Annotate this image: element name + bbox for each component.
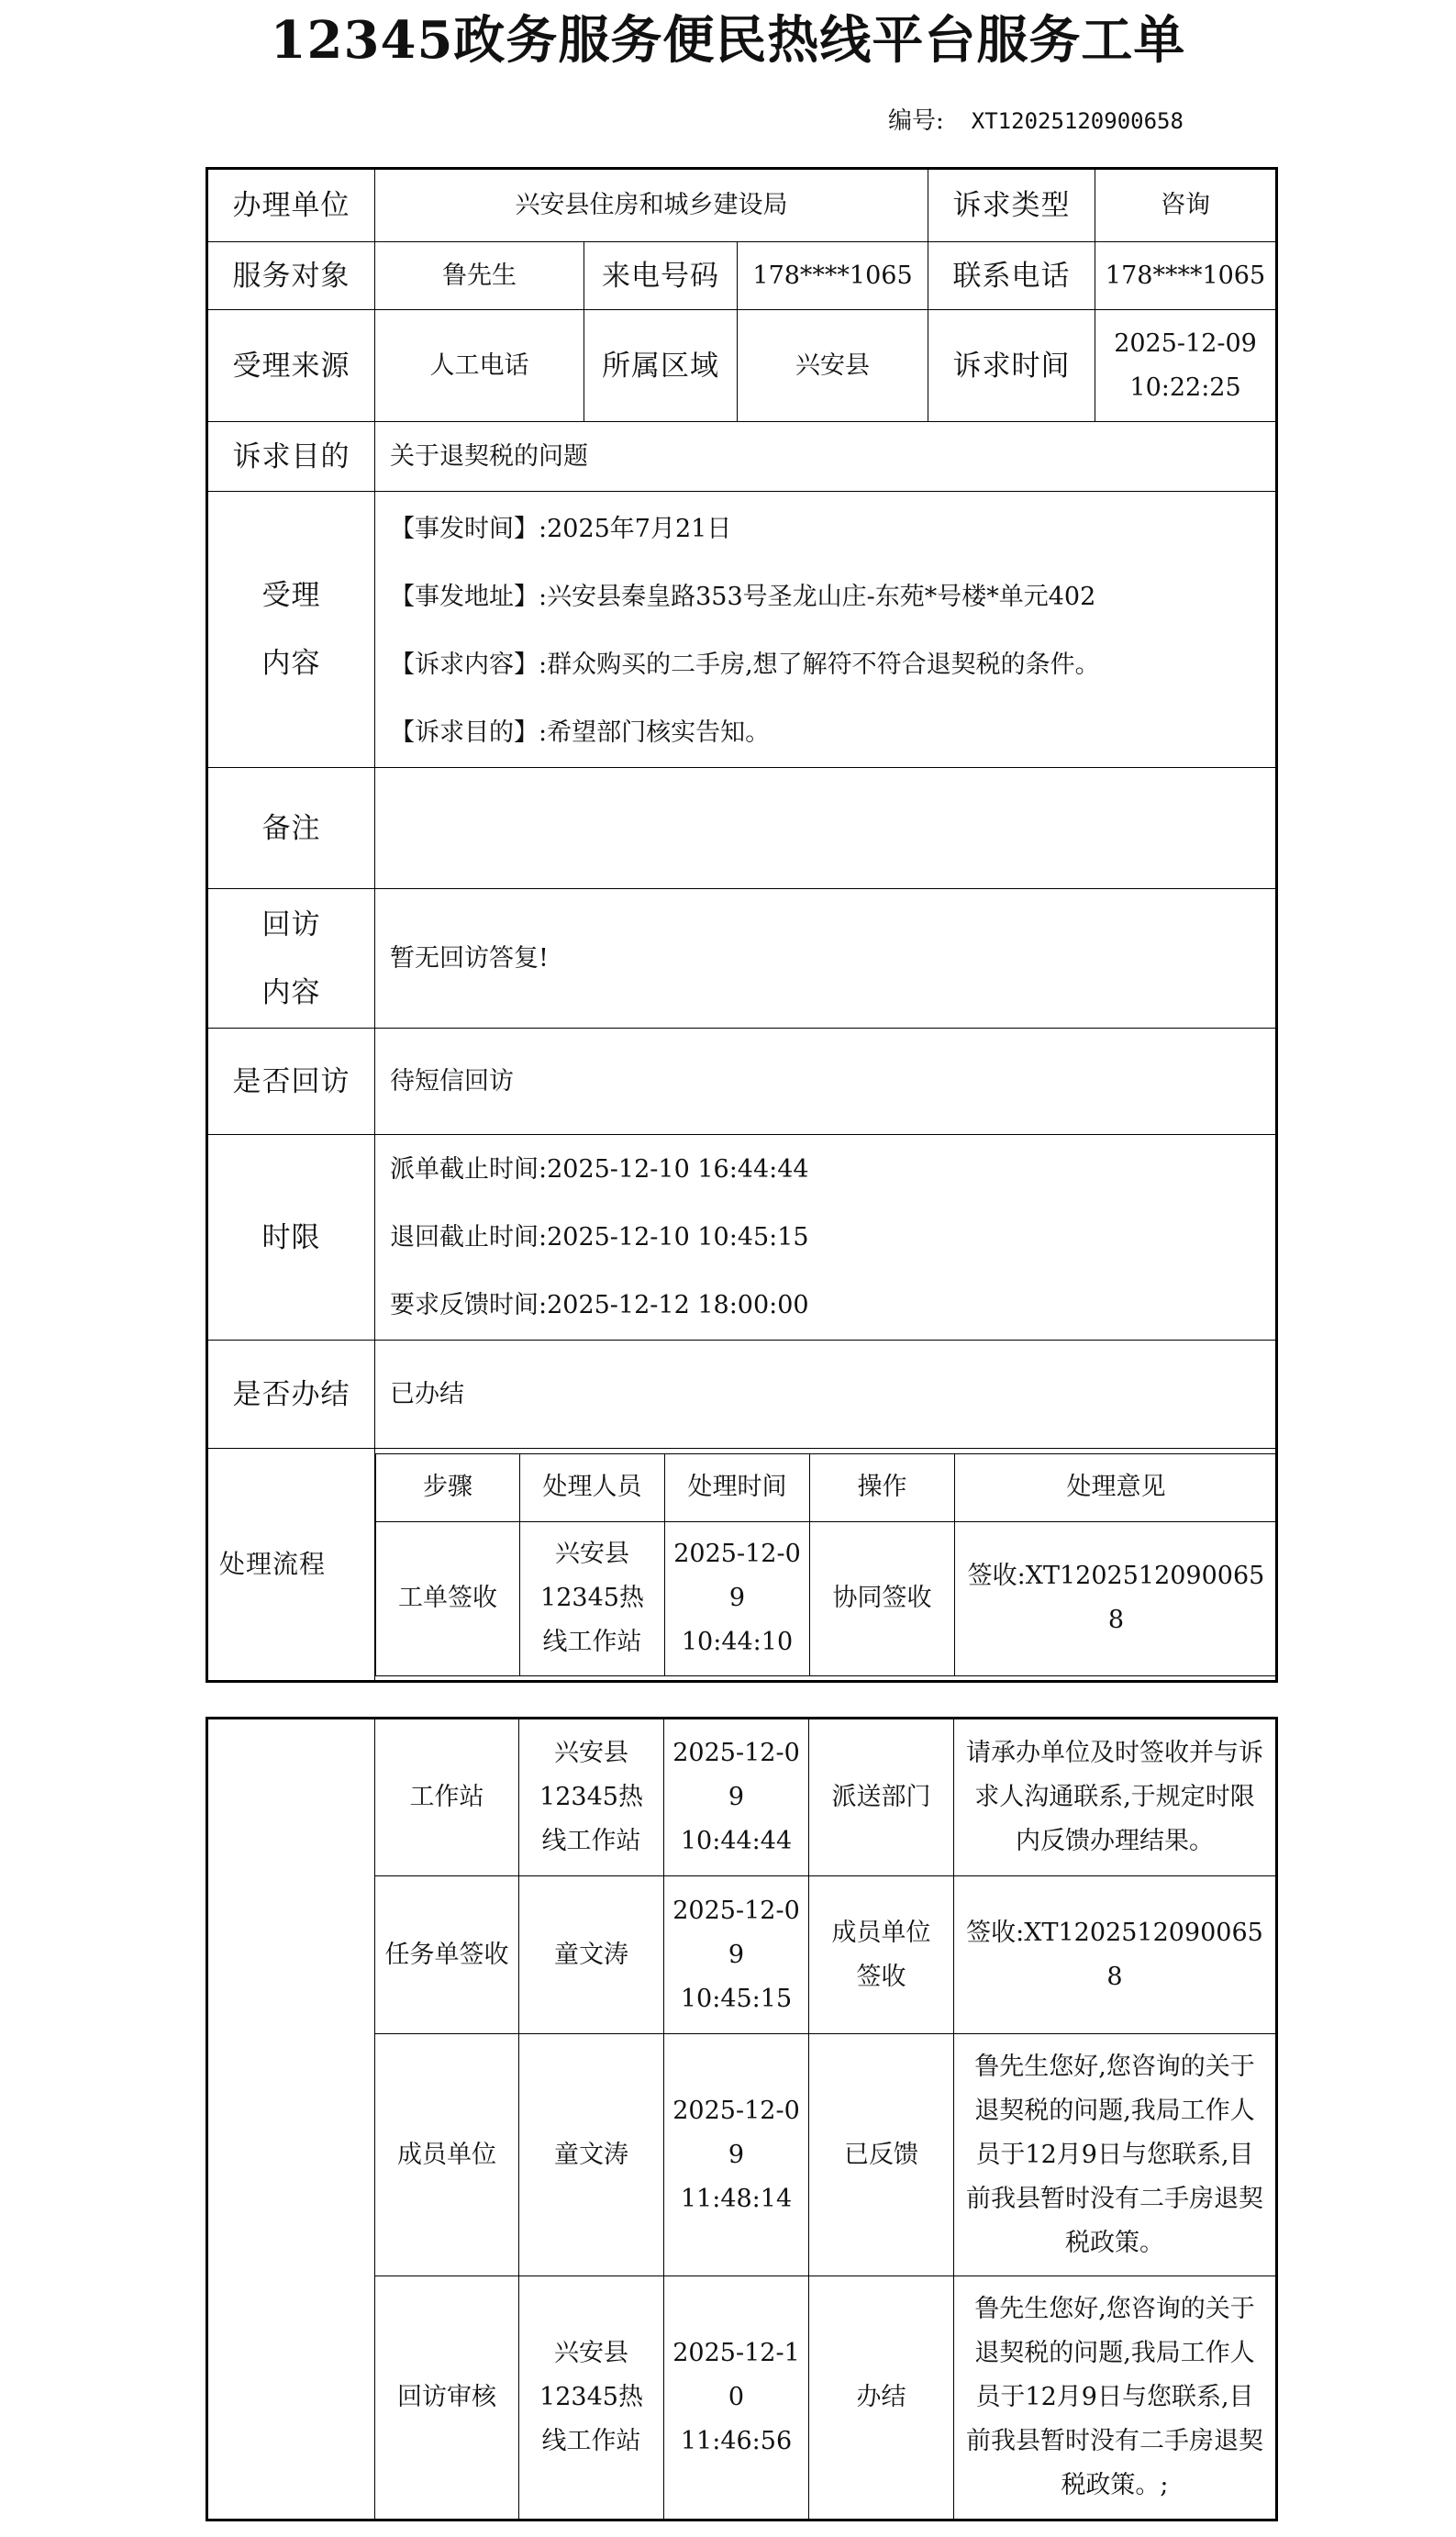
time-line: 9 — [728, 1584, 746, 1612]
content-line-request-purpose: 【诉求目的】:希望部门核实告知。 — [390, 718, 771, 747]
handler-line: 线工作站 — [542, 1628, 642, 1656]
deadline-return: 退回截止时间:2025-12-10 10:45:15 — [390, 1222, 809, 1252]
handling-unit-value: 兴安县住房和城乡建设局 — [375, 169, 928, 242]
content-line-incident-address: 【事发地址】:兴安县秦皇路353号圣龙山庄-东苑*号楼*单元402 — [390, 583, 1096, 611]
row-process — [207, 1449, 1277, 1682]
handler-cell — [519, 2276, 664, 2520]
opinion-line: 鲁先生您好,您咨询的关于 — [974, 2052, 1255, 2081]
handling-unit-label: 办理单位 — [207, 169, 375, 242]
row-source — [207, 310, 1277, 422]
opinion-cell — [954, 1719, 1277, 1876]
header-step: 步骤 — [376, 1453, 520, 1521]
handler-line: 12345热 — [539, 1783, 643, 1811]
row-purpose — [207, 422, 1277, 492]
content-value — [375, 492, 1277, 768]
deadline-feedback: 要求反馈时间:2025-12-12 18:00:00 — [390, 1290, 809, 1319]
opinion-line: 税政策。; — [1061, 2471, 1169, 2499]
handler-cell: 童文涛 — [519, 2034, 664, 2276]
work-order-form — [206, 167, 1278, 1683]
opinion-line: 前我县暂时没有二手房退契 — [966, 2427, 1263, 2455]
handler-line: 兴安县 — [555, 1540, 629, 1568]
row-completion — [207, 1341, 1277, 1449]
opinion-line: 求人沟通联系,于规定时限 — [974, 1783, 1255, 1811]
action-cell: 派送部门 — [809, 1719, 954, 1876]
content-line-request-content: 【诉求内容】:群众购买的二手房,想了解符不符合退契税的条件。 — [390, 651, 1100, 679]
process-header-row — [376, 1453, 1277, 1521]
service-target-value: 鲁先生 — [375, 242, 584, 310]
row-remarks — [207, 768, 1277, 889]
time-cell — [664, 1719, 809, 1876]
row-revisit-flag — [207, 1029, 1277, 1135]
opinion-line: 员于12月9日与您联系,目 — [975, 2383, 1254, 2411]
header-time: 处理时间 — [665, 1453, 810, 1521]
action-cell — [809, 1876, 954, 2034]
process-table — [375, 1453, 1277, 1676]
purpose-label: 诉求目的 — [207, 422, 375, 492]
process-continuation-table — [206, 1717, 1278, 2521]
time-line: 9 — [728, 2140, 745, 2169]
document-title: 12345政务服务便民热线平台服务工单 — [270, 10, 1186, 71]
request-time-clock: 10:22:25 — [1129, 373, 1241, 402]
opinion-line: 退契税的问题,我局工作人 — [974, 2339, 1255, 2367]
action-line: 签收 — [856, 1962, 906, 1991]
time-line: 10:44:44 — [680, 1827, 793, 1855]
time-line: 9 — [728, 1783, 745, 1811]
time-line: 11:48:14 — [680, 2184, 793, 2213]
step-cell: 回访审核 — [375, 2276, 519, 2520]
caller-number-label: 来电号码 — [584, 242, 738, 310]
remarks-value — [375, 768, 1277, 889]
deadline-value — [375, 1135, 1277, 1341]
opinion-cell — [954, 2276, 1277, 2520]
action-cell: 已反馈 — [809, 2034, 954, 2276]
step-cell: 工作站 — [375, 1719, 519, 1876]
opinion-cell: 签收:XT12025120900658 — [955, 1521, 1277, 1675]
handler-line: 兴安县 — [554, 2339, 628, 2367]
header-opinion: 处理意见 — [955, 1453, 1277, 1521]
revisit-content-label — [207, 889, 375, 1029]
source-label: 受理来源 — [207, 310, 375, 422]
header-action: 操作 — [810, 1453, 955, 1521]
source-value: 人工电话 — [375, 310, 584, 422]
handler-line: 兴安县 — [554, 1739, 628, 1767]
time-line: 2025-12-0 — [672, 2096, 800, 2125]
time-line: 0 — [728, 2383, 745, 2411]
time-line: 11:46:56 — [680, 2427, 793, 2455]
revisit-label-line1: 回访 — [261, 907, 321, 941]
step-cell: 任务单签收 — [375, 1876, 519, 2034]
deadline-dispatch: 派单截止时间:2025-12-10 16:44:44 — [390, 1154, 809, 1184]
handler-line: 12345热 — [540, 1584, 644, 1612]
opinion-line: 退契税的问题,我局工作人 — [974, 2096, 1255, 2125]
serial-number: XT12025120900658 — [971, 108, 1184, 134]
process-row — [376, 1521, 1277, 1675]
handler-line: 线工作站 — [541, 2427, 641, 2455]
opinion-line: 鲁先生您好,您咨询的关于 — [974, 2295, 1255, 2323]
revisit-label-line2: 内容 — [261, 975, 321, 1009]
region-label: 所属区域 — [584, 310, 738, 422]
handler-line: 12345热 — [539, 2383, 643, 2411]
row-handling-unit — [207, 169, 1277, 242]
opinion-line: 前我县暂时没有二手房退契 — [966, 2184, 1263, 2213]
time-cell — [665, 1521, 810, 1675]
time-line: 2025-12-0 — [672, 1896, 800, 1925]
completion-value: 已办结 — [375, 1341, 1277, 1449]
time-line: 10:45:15 — [680, 1984, 793, 2013]
purpose-value: 关于退契税的问题 — [375, 422, 1277, 492]
request-time-date: 2025-12-09 — [1114, 328, 1257, 358]
revisit-content-value: 暂无回访答复! — [375, 889, 1277, 1029]
opinion-cell — [954, 2034, 1277, 2276]
header-handler: 处理人员 — [520, 1453, 665, 1521]
region-value: 兴安县 — [738, 310, 928, 422]
process-row — [207, 1719, 1277, 1876]
time-line: 2025-12-0 — [673, 1540, 801, 1568]
contact-phone-value: 178****1065 — [1095, 242, 1277, 310]
content-label — [207, 492, 375, 768]
row-revisit-content — [207, 889, 1277, 1029]
revisit-flag-label: 是否回访 — [207, 1029, 375, 1135]
completion-label: 是否办结 — [207, 1341, 375, 1449]
row-service-target — [207, 242, 1277, 310]
handler-line: 线工作站 — [541, 1827, 641, 1855]
request-time-label: 诉求时间 — [928, 310, 1095, 422]
content-label-line2: 内容 — [261, 647, 321, 680]
handler-cell — [519, 1719, 664, 1876]
opinion-line: 请承办单位及时签收并与诉 — [966, 1739, 1263, 1767]
handler-cell: 童文涛 — [519, 1876, 664, 2034]
deadline-label: 时限 — [207, 1135, 375, 1341]
time-line: 2025-12-0 — [672, 1739, 800, 1767]
row-content — [207, 492, 1277, 768]
content-line-incident-time: 【事发时间】:2025年7月21日 — [390, 515, 732, 543]
process-label: 处理流程 — [207, 1449, 375, 1682]
process-table-cell — [375, 1449, 1277, 1682]
time-line: 9 — [728, 1940, 745, 1969]
action-line: 成员单位 — [831, 1918, 931, 1947]
continuation-label-cell — [207, 1719, 375, 2520]
contact-phone-label: 联系电话 — [928, 242, 1095, 310]
opinion-cell: 签收:XT12025120900658 — [954, 1876, 1277, 2034]
revisit-flag-value: 待短信回访 — [375, 1029, 1277, 1135]
caller-number-value: 178****1065 — [738, 242, 928, 310]
content-label-line1: 受理 — [261, 579, 321, 612]
opinion-line: 内反馈办理结果。 — [1016, 1827, 1214, 1855]
time-cell — [664, 2276, 809, 2520]
serial-label: 编号: — [888, 107, 944, 135]
action-cell: 办结 — [809, 2276, 954, 2520]
time-line: 10:44:10 — [681, 1628, 794, 1656]
time-line: 2025-12-1 — [672, 2339, 800, 2367]
step-cell: 成员单位 — [375, 2034, 519, 2276]
request-type-value: 咨询 — [1095, 169, 1277, 242]
time-cell — [664, 1876, 809, 2034]
row-deadline — [207, 1135, 1277, 1341]
request-type-label: 诉求类型 — [928, 169, 1095, 242]
step-cell: 工单签收 — [376, 1521, 520, 1675]
time-cell — [664, 2034, 809, 2276]
opinion-line: 员于12月9日与您联系,目 — [975, 2140, 1254, 2169]
remarks-label: 备注 — [207, 768, 375, 889]
service-target-label: 服务对象 — [207, 242, 375, 310]
opinion-line: 税政策。 — [1065, 2228, 1164, 2257]
request-time-value — [1095, 310, 1277, 422]
handler-cell — [520, 1521, 665, 1675]
action-cell: 协同签收 — [810, 1521, 955, 1675]
serial-number-line — [888, 103, 1184, 139]
